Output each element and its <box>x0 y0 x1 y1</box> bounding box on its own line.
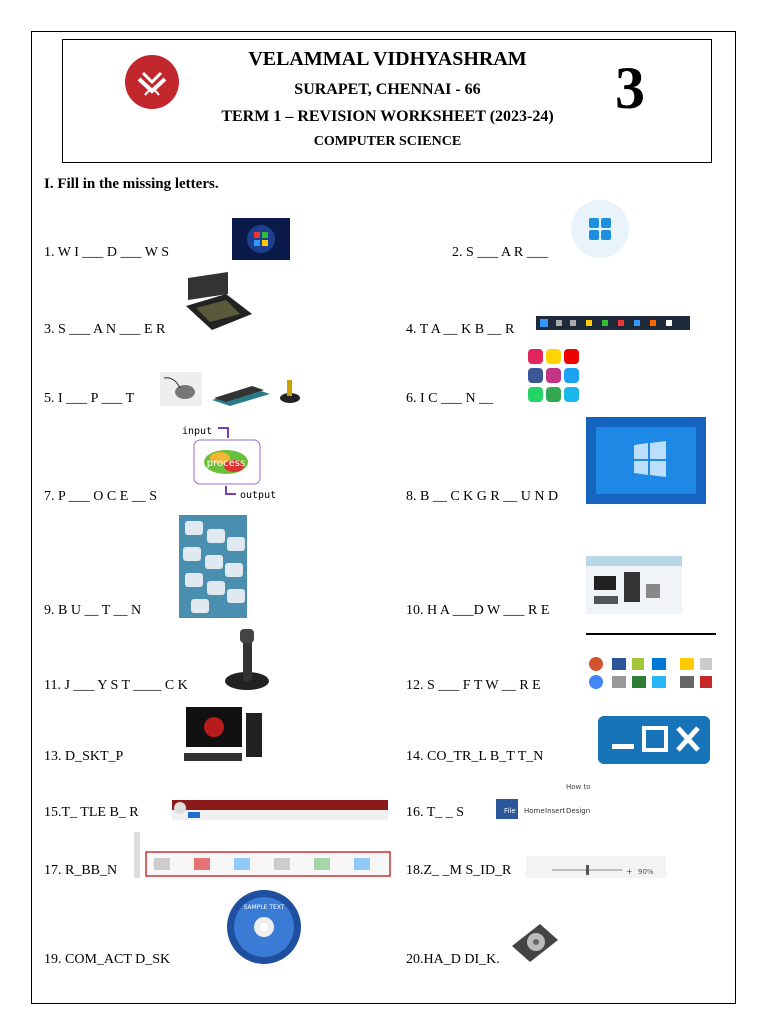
question-3: 3. S ___ A N ___ E R <box>44 322 166 337</box>
app-icons-image <box>528 349 580 403</box>
question-16: 16. T_ _ S <box>406 805 465 820</box>
tab-file: File <box>504 807 516 815</box>
question-14: 14. CO_TR_L B_T T_N <box>406 749 544 764</box>
question-7: 7. P ___ O C E __ S <box>44 489 158 504</box>
tab-home: Home <box>524 807 545 815</box>
question-19: 19. COM_ACT D_SK <box>44 952 171 967</box>
ribbon-tabs-image <box>496 775 591 821</box>
hard-disk-image <box>510 922 560 964</box>
process-output-label: output <box>240 490 277 501</box>
ribbon-hint-text: How to <box>566 783 591 791</box>
cd-label-text: SAMPLE TEXT <box>243 904 285 911</box>
question-17: 17. R_BB_N <box>44 863 118 878</box>
section-title: I. Fill in the missing letters. <box>44 176 219 192</box>
question-15: 15.T_ TLE B_ R <box>44 805 139 820</box>
ribbon-image <box>134 832 390 878</box>
software-icons-image <box>586 656 716 692</box>
desktop-background-image <box>586 417 706 504</box>
tab-insert: Insert <box>545 807 566 815</box>
school-location: SURAPET, CHENNAI - 66 <box>294 81 481 98</box>
divider-line <box>586 633 716 635</box>
zoom-level-text: 90% <box>638 868 654 876</box>
worksheet-title: TERM 1 – REVISION WORKSHEET (2023-24) <box>221 108 554 125</box>
question-4: 4. T A __ K B __ R <box>406 322 515 337</box>
joystick-image <box>222 627 272 691</box>
question-9: 9. B U __ T __ N <box>44 603 142 618</box>
question-11: 11. J ___ Y S T ____ C K <box>44 678 188 693</box>
control-buttons-image <box>598 716 710 764</box>
question-8: 8. B __ C K G R __ U N D <box>406 489 559 504</box>
keyboard-buttons-image <box>179 515 247 618</box>
school-logo <box>125 55 179 109</box>
title-bar-image <box>172 800 388 820</box>
hardware-image <box>586 556 682 614</box>
school-name: VELAMMAL VIDHYASHRAM <box>248 48 527 70</box>
svg-text:+: + <box>626 867 633 876</box>
question-10: 10. H A ___D W ___ R E <box>406 603 550 618</box>
zoom-slider-image <box>526 856 666 878</box>
desktop-computer-image <box>184 705 266 763</box>
windows-logo-image <box>232 218 290 260</box>
input-devices-image <box>160 372 310 406</box>
question-6: 6. I C ___ N __ <box>406 391 494 406</box>
question-5: 5. I ___ P ___ T <box>44 391 135 406</box>
question-20: 20.HA_D DI_K. <box>406 952 500 967</box>
tab-design: Design <box>566 807 591 815</box>
question-1: 1. W I ___ D ___ W S <box>44 245 169 260</box>
question-13: 13. D_SKT_P <box>44 749 124 764</box>
subject-title: COMPUTER SCIENCE <box>313 134 462 149</box>
start-button-image <box>570 199 630 259</box>
compact-disk-image <box>226 889 302 965</box>
grade-number: 3 <box>615 55 645 121</box>
scanner-image <box>182 270 254 338</box>
process-center-label: process <box>206 458 246 469</box>
question-12: 12. S ___ F T W __ R E <box>406 678 541 693</box>
taskbar-image <box>536 316 690 330</box>
process-diagram-image <box>180 422 280 504</box>
question-2: 2. S ___ A R ___ <box>452 245 548 260</box>
question-18: 18.Z_ _M S_ID_R <box>406 863 512 878</box>
process-input-label: input <box>182 426 213 437</box>
